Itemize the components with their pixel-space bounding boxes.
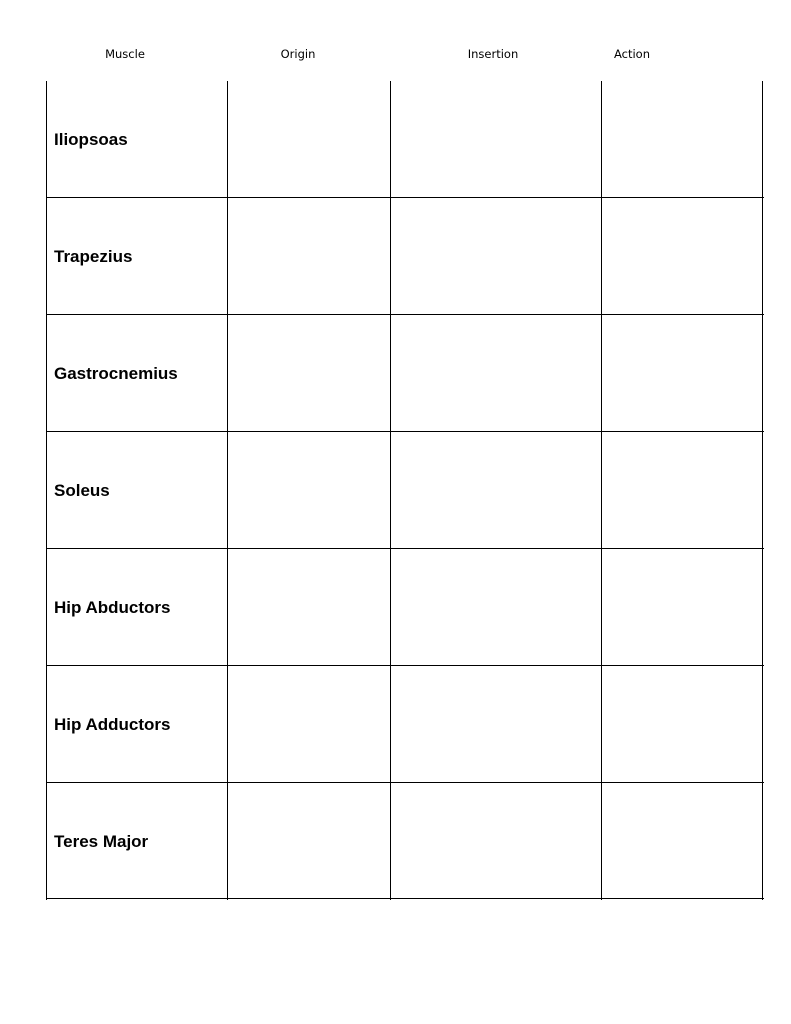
row-divider: [46, 782, 764, 783]
muscle-label: Hip Abductors: [54, 598, 171, 617]
column-header-insertion: Insertion: [467, 47, 519, 61]
column-header-origin: Origin: [280, 47, 316, 61]
row-divider: [46, 314, 764, 315]
column-divider-origin: [227, 81, 228, 900]
row-divider: [46, 548, 764, 549]
table-border-right: [762, 81, 763, 900]
muscle-label: Iliopsoas: [54, 130, 128, 149]
muscle-label: Trapezius: [54, 247, 133, 266]
table-border-bottom: [46, 898, 764, 899]
muscle-table: [46, 81, 764, 900]
column-divider-action: [601, 81, 602, 900]
table-border-left: [46, 81, 47, 900]
row-divider: [46, 197, 764, 198]
muscle-label: Teres Major: [54, 832, 149, 851]
row-divider: [46, 665, 764, 666]
column-header-action: Action: [613, 47, 651, 61]
column-header-muscle: Muscle: [105, 47, 145, 61]
muscle-label: Gastrocnemius: [54, 364, 178, 383]
muscle-label: Hip Adductors: [54, 715, 171, 734]
row-divider: [46, 431, 764, 432]
muscle-label: Soleus: [54, 481, 110, 500]
column-divider-insertion: [390, 81, 391, 900]
